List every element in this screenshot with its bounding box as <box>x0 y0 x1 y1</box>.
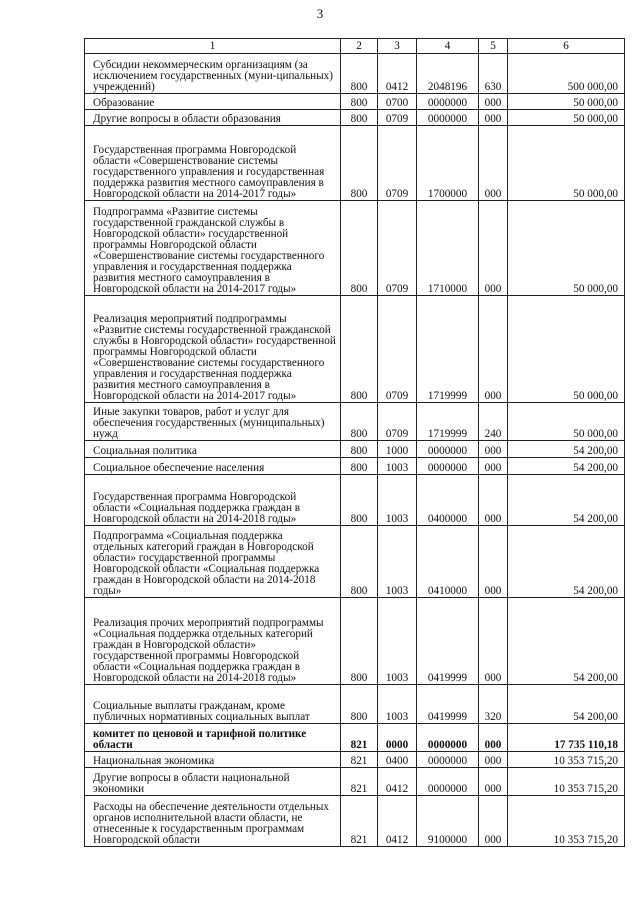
target-article-code: 0000000 <box>417 110 479 126</box>
section-code: 1003 <box>378 598 417 685</box>
department-code: 821 <box>341 752 378 768</box>
budget-table <box>84 38 625 847</box>
amount: 10 353 715,20 <box>508 796 625 847</box>
department-code: 821 <box>341 796 378 847</box>
amount: 54 200,00 <box>508 526 625 598</box>
line-item-name: Социальные выплаты гражданам, кроме публичных нормативных социальных выплат <box>85 685 341 724</box>
table-row <box>85 403 625 441</box>
target-article-code: 0419999 <box>417 685 479 724</box>
department-code: 800 <box>341 526 378 598</box>
table-row <box>85 110 625 126</box>
amount: 10 353 715,20 <box>508 752 625 768</box>
target-article-code: 0000000 <box>417 458 479 475</box>
line-item-name: Подпрограмма «Развитие системы государственной гражданской службы в Новгородской области» государственной программы Новгородской области «Совершенствование системы государственного управления и государственная поддержка развития местного самоуправления в Новгородской области на 2014-2017 годы» <box>85 201 341 296</box>
table-row <box>85 598 625 685</box>
line-item-name: Социальное обеспечение населения <box>85 458 341 475</box>
line-item-name: Другие вопросы в области образования <box>85 110 341 126</box>
line-item-name: Подпрограмма «Социальная поддержка отдельных категорий граждан в Новгородской области» государственной программы Новгородской области «Социальная поддержка граждан в Новгородской области на 2014-2018 годы» <box>85 526 341 598</box>
target-article-code: 9100000 <box>417 796 479 847</box>
amount: 17 735 110,18 <box>508 724 625 752</box>
page-number: 3 <box>316 6 324 21</box>
department-code: 800 <box>341 403 378 441</box>
expense-type-code: 000 <box>479 724 508 752</box>
target-article-code: 0000000 <box>417 441 479 458</box>
line-item-name: Государственная программа Новгородской области «Совершенствование системы государственного управления и государственная поддержка развития местного самоуправления в Новгородской области на 2014-2017 годы» <box>85 126 341 201</box>
department-code: 800 <box>341 126 378 201</box>
target-article-code: 0000000 <box>417 768 479 796</box>
target-article-code: 0400000 <box>417 475 479 526</box>
line-item-name: Социальная политика <box>85 441 341 458</box>
expense-type-code: 000 <box>479 296 508 403</box>
expense-type-code: 000 <box>479 110 508 126</box>
expense-type-code: 000 <box>479 768 508 796</box>
amount: 50 000,00 <box>508 296 625 403</box>
table-header-row <box>85 39 625 54</box>
column-header-1: 1 <box>85 39 341 54</box>
department-code: 800 <box>341 685 378 724</box>
table-row <box>85 54 625 94</box>
amount: 54 200,00 <box>508 598 625 685</box>
section-code: 0412 <box>378 768 417 796</box>
expense-type-code: 000 <box>479 458 508 475</box>
department-code: 800 <box>341 201 378 296</box>
expense-type-code: 630 <box>479 54 508 94</box>
target-article-code: 0410000 <box>417 526 479 598</box>
department-code: 800 <box>341 54 378 94</box>
table-row <box>85 724 625 752</box>
target-article-code: 0419999 <box>417 598 479 685</box>
target-article-code: 0000000 <box>417 94 479 110</box>
section-code: 0709 <box>378 403 417 441</box>
expense-type-code: 000 <box>479 126 508 201</box>
department-code: 800 <box>341 598 378 685</box>
amount: 50 000,00 <box>508 94 625 110</box>
section-code: 0709 <box>378 110 417 126</box>
section-code: 0412 <box>378 796 417 847</box>
table-row <box>85 526 625 598</box>
table-row <box>85 296 625 403</box>
table-row <box>85 752 625 768</box>
expense-type-code: 000 <box>479 796 508 847</box>
table-row <box>85 201 625 296</box>
section-code: 1000 <box>378 441 417 458</box>
table-row <box>85 685 625 724</box>
amount: 54 200,00 <box>508 475 625 526</box>
amount: 500 000,00 <box>508 54 625 94</box>
table-row <box>85 458 625 475</box>
section-code: 1003 <box>378 526 417 598</box>
line-item-name: Образование <box>85 94 341 110</box>
section-code: 0000 <box>378 724 417 752</box>
amount: 50 000,00 <box>508 110 625 126</box>
amount: 54 200,00 <box>508 685 625 724</box>
table-row <box>85 796 625 847</box>
expense-type-code: 240 <box>479 403 508 441</box>
column-header-3: 3 <box>378 39 417 54</box>
target-article-code: 2048196 <box>417 54 479 94</box>
line-item-name: Иные закупки товаров, работ и услуг для обеспечения государственных (муниципальных) нужд <box>85 403 341 441</box>
table-row <box>85 441 625 458</box>
line-item-name: Реализация прочих мероприятий подпрограммы «Социальная поддержка отдельных категорий граждан в Новгородской области» государственной программы Новгородской области «Социальная поддержка граждан в Новгородской области на 2014-2018 годы» <box>85 598 341 685</box>
section-code: 0412 <box>378 54 417 94</box>
column-header-6: 6 <box>508 39 625 54</box>
line-item-name: Национальная экономика <box>85 752 341 768</box>
target-article-code: 1710000 <box>417 201 479 296</box>
target-article-code: 0000000 <box>417 724 479 752</box>
expense-type-code: 000 <box>479 201 508 296</box>
department-code: 800 <box>341 94 378 110</box>
expense-type-code: 000 <box>479 598 508 685</box>
line-item-name: Государственная программа Новгородской области «Социальная поддержка граждан в Новгородской области на 2014-2018 годы» <box>85 475 341 526</box>
amount: 50 000,00 <box>508 201 625 296</box>
line-item-name: комитет по ценовой и тарифной политике области <box>85 724 341 752</box>
section-code: 1003 <box>378 458 417 475</box>
section-code: 0709 <box>378 201 417 296</box>
amount: 50 000,00 <box>508 403 625 441</box>
section-code: 0709 <box>378 126 417 201</box>
expense-type-code: 000 <box>479 526 508 598</box>
line-item-name: Расходы на обеспечение деятельности отдельных органов исполнительной власти области, не отнесенные к государственным программам Новгородской области <box>85 796 341 847</box>
department-code: 800 <box>341 458 378 475</box>
expense-type-code: 000 <box>479 94 508 110</box>
amount: 54 200,00 <box>508 441 625 458</box>
target-article-code: 0000000 <box>417 752 479 768</box>
line-item-name: Другие вопросы в области национальной экономики <box>85 768 341 796</box>
expense-type-code: 000 <box>479 441 508 458</box>
column-header-4: 4 <box>417 39 479 54</box>
section-code: 1003 <box>378 475 417 526</box>
expense-type-code: 320 <box>479 685 508 724</box>
table-row <box>85 768 625 796</box>
department-code: 800 <box>341 110 378 126</box>
department-code: 800 <box>341 441 378 458</box>
table-row <box>85 94 625 110</box>
amount: 10 353 715,20 <box>508 768 625 796</box>
department-code: 821 <box>341 724 378 752</box>
table-row <box>85 475 625 526</box>
section-code: 0700 <box>378 94 417 110</box>
expense-type-code: 000 <box>479 752 508 768</box>
expense-type-code: 000 <box>479 475 508 526</box>
section-code: 0400 <box>378 752 417 768</box>
department-code: 800 <box>341 296 378 403</box>
target-article-code: 1719999 <box>417 296 479 403</box>
department-code: 800 <box>341 475 378 526</box>
amount: 50 000,00 <box>508 126 625 201</box>
target-article-code: 1719999 <box>417 403 479 441</box>
table-row <box>85 126 625 201</box>
line-item-name: Реализация мероприятий подпрограммы «Развитие системы государственной гражданской службы в Новгородской области» государственной программы Новгородской области «Совершенствование системы государственного управления и государственная поддержка развития местного самоуправления в Новгородской области на 2014-2017 годы» <box>85 296 341 403</box>
department-code: 821 <box>341 768 378 796</box>
target-article-code: 1700000 <box>417 126 479 201</box>
column-header-2: 2 <box>341 39 378 54</box>
line-item-name: Субсидии некоммерческим организациям (за исключением государственных (муни-ципальных) учреждений) <box>85 54 341 94</box>
section-code: 0709 <box>378 296 417 403</box>
amount: 54 200,00 <box>508 458 625 475</box>
column-header-5: 5 <box>479 39 508 54</box>
section-code: 1003 <box>378 685 417 724</box>
